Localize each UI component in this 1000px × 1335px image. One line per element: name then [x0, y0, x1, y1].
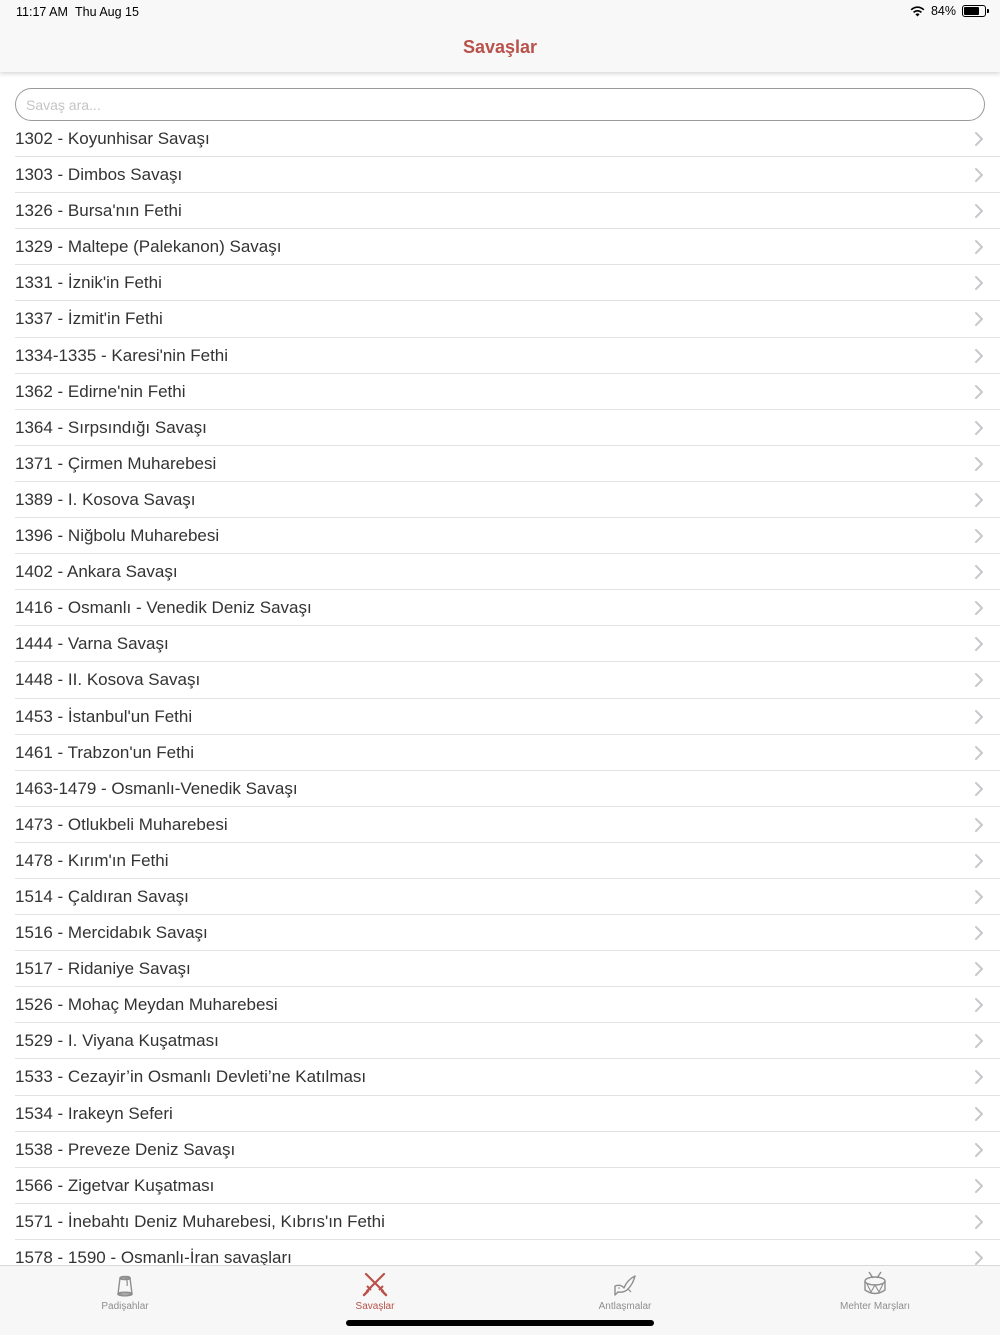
list-item[interactable]: [0, 157, 1000, 193]
list-item[interactable]: [0, 265, 1000, 301]
list-item[interactable]: [0, 229, 1000, 265]
status-time: 11:17 AM: [16, 5, 68, 19]
list-item[interactable]: [0, 771, 1000, 807]
list-item-label: 1331 - İznik'in Fethi: [15, 273, 162, 293]
list-item[interactable]: [0, 554, 1000, 590]
list-item[interactable]: [0, 590, 1000, 626]
status-indicators: [910, 4, 986, 18]
chevron-right-icon: [974, 275, 984, 291]
chevron-right-icon: [974, 420, 984, 436]
list-item-label: 1478 - Kırım'ın Fethi: [15, 850, 169, 870]
list-item-label: 1578 - 1590 - Osmanlı-İran savaşları: [15, 1247, 292, 1265]
chevron-right-icon: [974, 1033, 984, 1049]
status-date: Thu Aug 15: [75, 5, 139, 19]
list-item[interactable]: [0, 807, 1000, 843]
list-item-label: 1566 - Zigetvar Kuşatması: [15, 1175, 215, 1195]
drum-icon: [861, 1270, 889, 1298]
chevron-right-icon: [974, 853, 984, 869]
chevron-right-icon: [974, 997, 984, 1013]
list-item[interactable]: [0, 1132, 1000, 1168]
tab-drum[interactable]: [750, 1266, 1000, 1335]
list-item[interactable]: [0, 518, 1000, 554]
tab-label: Mehter Marşları: [839, 1301, 910, 1312]
chevron-right-icon: [974, 781, 984, 797]
list-item-label: 1416 - Osmanlı - Venedik Deniz Savaşı: [15, 598, 312, 618]
tab-label: Antlaşmalar: [598, 1301, 652, 1312]
list-item-label: 1453 - İstanbul'un Fethi: [15, 706, 193, 726]
list-item[interactable]: [0, 301, 1000, 337]
list-item-label: 1526 - Mohaç Meydan Muharebesi: [15, 995, 278, 1015]
list-item[interactable]: [0, 374, 1000, 410]
chevron-right-icon: [974, 131, 984, 147]
list-item-label: 1444 - Varna Savaşı: [15, 634, 169, 654]
list-item-label: 1396 - Niğbolu Muharebesi: [15, 526, 220, 546]
list-item[interactable]: [0, 338, 1000, 374]
list-item[interactable]: [0, 410, 1000, 446]
crossed-swords-icon: [361, 1270, 389, 1298]
fez-icon: [111, 1270, 139, 1298]
list-item-label: 1517 - Ridaniye Savaşı: [15, 959, 191, 979]
list-item[interactable]: [0, 1168, 1000, 1204]
list-item-label: 1463-1479 - Osmanlı-Venedik Savaşı: [15, 778, 298, 798]
page-title: Savaşlar: [462, 37, 538, 57]
chevron-right-icon: [974, 564, 984, 580]
chevron-right-icon: [974, 1250, 984, 1265]
list-item[interactable]: [0, 482, 1000, 518]
list-item-label: 1337 - İzmit'in Fethi: [15, 309, 163, 329]
list-item[interactable]: [0, 1023, 1000, 1059]
list-item-label: 1371 - Çirmen Muharebesi: [15, 453, 217, 473]
list-item-label: 1329 - Maltepe (Palekanon) Savaşı: [15, 237, 282, 257]
list-item-label: 1461 - Trabzon'un Fethi: [15, 742, 195, 762]
tab-fez[interactable]: [0, 1266, 250, 1335]
tab-label: Padişahlar: [101, 1301, 149, 1312]
list-item-label: 1402 - Ankara Savaşı: [15, 562, 178, 582]
list-item-label: 1571 - İnebahtı Deniz Muharebesi, Kıbrıs'ın Fethi: [15, 1211, 385, 1231]
chevron-right-icon: [974, 889, 984, 905]
list-item[interactable]: [0, 843, 1000, 879]
chevron-right-icon: [974, 1214, 984, 1230]
wifi-icon: [910, 6, 925, 17]
chevron-right-icon: [974, 528, 984, 544]
list-item-label: 1473 - Otlukbeli Muharebesi: [15, 814, 228, 834]
list-item[interactable]: [0, 915, 1000, 951]
dove-icon: [611, 1270, 639, 1298]
list-item-label: 1326 - Bursa'nın Fethi: [15, 201, 182, 221]
list-item[interactable]: [0, 1096, 1000, 1132]
chevron-right-icon: [974, 1142, 984, 1158]
chevron-right-icon: [974, 492, 984, 508]
home-indicator: [346, 1320, 654, 1326]
list-item[interactable]: [0, 446, 1000, 482]
chevron-right-icon: [974, 1178, 984, 1194]
chevron-right-icon: [974, 745, 984, 761]
list-item[interactable]: [0, 1059, 1000, 1095]
list-item-label: 1538 - Preveze Deniz Savaşı: [15, 1139, 236, 1159]
chevron-right-icon: [974, 239, 984, 255]
chevron-right-icon: [974, 1106, 984, 1122]
list-item-label: 1364 - Sırpsındığı Savaşı: [15, 417, 207, 437]
list-item[interactable]: [0, 626, 1000, 662]
battery-percentage: 84%: [930, 4, 956, 18]
chevron-right-icon: [974, 925, 984, 941]
list-item[interactable]: [0, 735, 1000, 771]
list-item[interactable]: [0, 121, 1000, 157]
list-item-label: 1303 - Dimbos Savaşı: [15, 165, 183, 185]
list-item[interactable]: [0, 699, 1000, 735]
list-item-label: 1533 - Cezayir’in Osmanlı Devleti’ne Katılması: [15, 1067, 367, 1087]
list-item-label: 1362 - Edirne'nin Fethi: [15, 381, 186, 401]
list-item-label: 1529 - I. Viyana Kuşatması: [15, 1031, 219, 1051]
battle-list: [0, 121, 1000, 1265]
list-item-label: 1514 - Çaldıran Savaşı: [15, 886, 189, 906]
list-item-label: 1448 - II. Kosova Savaşı: [15, 670, 201, 690]
list-item-label: 1534 - Irakeyn Seferi: [15, 1103, 173, 1123]
chevron-right-icon: [974, 348, 984, 364]
list-item[interactable]: [0, 662, 1000, 698]
list-item-label: 1302 - Koyunhisar Savaşı: [15, 129, 210, 148]
chevron-right-icon: [974, 1069, 984, 1085]
chevron-right-icon: [974, 636, 984, 652]
chevron-right-icon: [974, 961, 984, 977]
list-item[interactable]: [0, 1240, 1000, 1265]
chevron-right-icon: [974, 384, 984, 400]
chevron-right-icon: [974, 600, 984, 616]
battery-level-fill: [964, 7, 979, 15]
status-bar: [0, 0, 1000, 24]
chevron-right-icon: [974, 311, 984, 327]
list-item-label: 1334-1335 - Karesi'nin Fethi: [15, 345, 229, 365]
search-bar: [15, 88, 985, 121]
list-item[interactable]: [0, 879, 1000, 915]
chevron-right-icon: [974, 672, 984, 688]
chevron-right-icon: [974, 167, 984, 183]
list-item[interactable]: [0, 193, 1000, 229]
chevron-right-icon: [974, 817, 984, 833]
chevron-right-icon: [974, 709, 984, 725]
list-item-label: 1516 - Mercidabık Savaşı: [15, 923, 208, 943]
list-item-label: 1389 - I. Kosova Savaşı: [15, 489, 196, 509]
search-input[interactable]: [15, 88, 985, 121]
chevron-right-icon: [974, 203, 984, 219]
list-item[interactable]: [0, 987, 1000, 1023]
list-item[interactable]: [0, 1204, 1000, 1240]
battery-icon: [962, 5, 986, 17]
tab-label: Savaşlar: [355, 1301, 395, 1312]
chevron-right-icon: [974, 456, 984, 472]
list-item[interactable]: [0, 951, 1000, 987]
